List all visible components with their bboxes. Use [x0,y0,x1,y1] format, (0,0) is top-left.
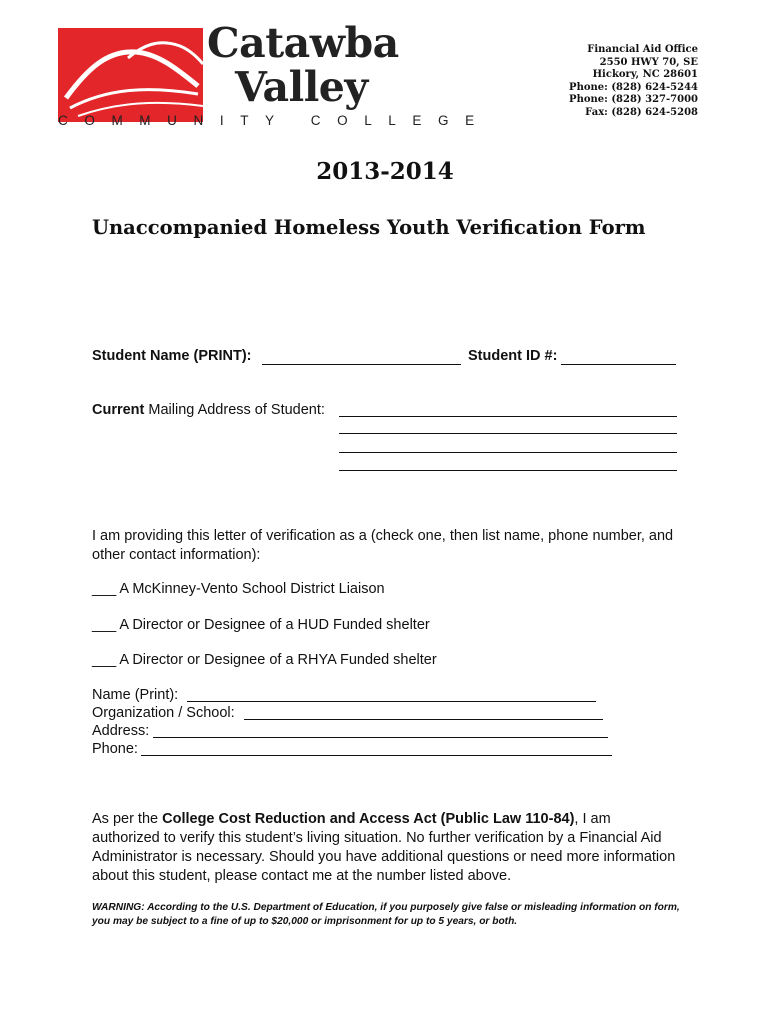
organization-label: Organization / School: [92,705,235,721]
statement-part2: , I am authorized to verify this student’s living situation. No further verification by a Financial Aid Administrator is necessary. Should you have additional questions or need more information about this student, please contact me at the number listed above. [92,811,676,884]
office-line: 2550 HWY 70, SE [599,56,698,68]
statement-act-name: College Cost Reduction and Access Act (Public Law 110-84) [162,811,575,827]
student-id-field[interactable] [561,364,676,365]
academic-year: 2013-2014 [316,158,454,185]
logo-name-line2: Valley [235,63,368,111]
office-line: Phone: (828) 327-7000 [569,94,698,106]
mailing-address-label-rest: Mailing Address of Student: [144,402,325,418]
option-hud-shelter[interactable]: ___ A Director or Designee of a HUD Funded shelter [92,617,430,633]
verifier-address-field[interactable] [153,737,608,738]
mailing-address-label [92,401,325,419]
mailing-address-field-4[interactable] [339,470,677,471]
college-logo-mark [58,28,203,122]
office-address-block [569,44,698,120]
logo-name-line1: Catawba [207,19,399,67]
student-name-label: Student Name (PRINT): [92,348,252,364]
office-line: Financial Aid Office [587,44,698,55]
organization-field[interactable] [244,719,603,720]
current-label: Current [92,402,145,418]
form-title: Unaccompanied Homeless Youth Verification Form [92,216,646,239]
mailing-address-field-2[interactable] [339,433,677,434]
authorization-statement [92,810,682,886]
statement-part1: As per the [92,811,163,827]
office-line: Phone: (828) 624-5244 [569,81,698,93]
verifier-phone-field[interactable] [141,755,612,756]
verifier-name-label: Name (Print): [92,687,179,703]
office-line: Hickory, NC 28601 [592,69,698,81]
option-rhya-shelter[interactable]: ___ A Director or Designee of a RHYA Funded shelter [92,652,437,668]
logo-subtitle: COMMUNITY COLLEGE [58,113,491,128]
office-line: Fax: (828) 624-5208 [585,106,698,118]
option-mckinney-vento[interactable]: ___ A McKinney-Vento School District Liaison [92,581,385,597]
verification-intro: I am providing this letter of verification as a (check one, then list name, phone number, and other contact information): [92,528,674,563]
student-name-field[interactable] [262,364,461,365]
mailing-address-field-1[interactable] [339,416,677,417]
mailing-address-field-3[interactable] [339,452,677,453]
logo-mountain-icon [58,28,203,122]
verifier-name-field[interactable] [187,701,596,702]
warning-text: WARNING: According to the U.S. Department of Education, if you purposely give false or misleading information on form, you may be subject to a fine of up to $20,000 or imprisonment for up to 5 years, or both. [92,902,680,927]
verifier-phone-label: Phone: [92,741,138,757]
verifier-address-label: Address: [92,723,150,739]
student-id-label: Student ID #: [468,348,558,364]
